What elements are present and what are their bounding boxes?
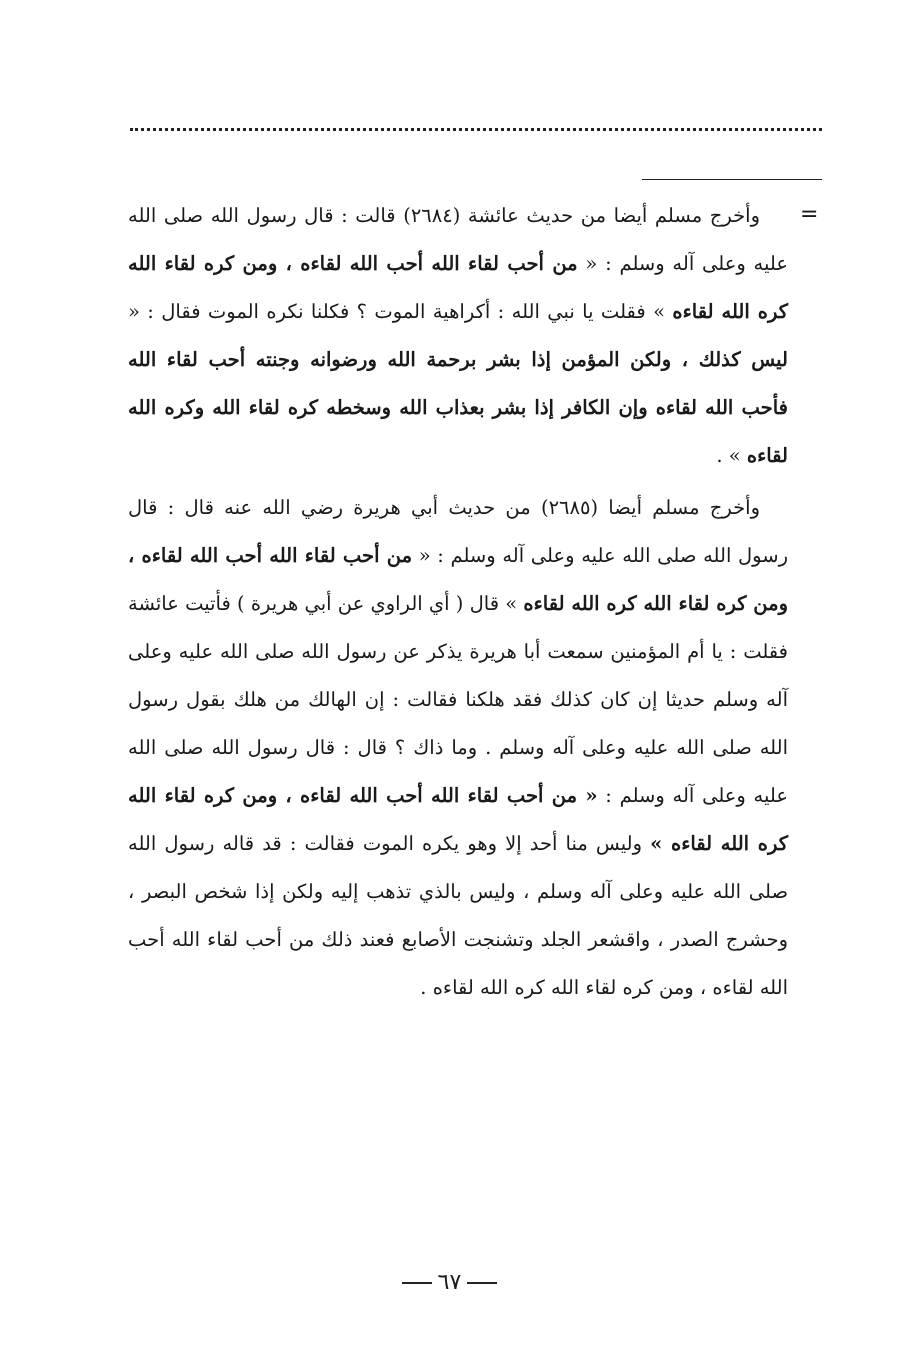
continuation-mark: = [800, 202, 819, 227]
page-number-value: ٦٧ [437, 1270, 462, 1295]
text-segment: » . [716, 444, 747, 467]
text-segment: وليس منا أحد إلا وهو يكره الموت فقالت : قد قاله رسول الله صلى الله عليه وعلى آله وسلم ، وليس بالذي تذهب إليه ولكن إذا شخص البصر ، وحشرج الصدر ، واقشعر الجلد وتشنجت الأصابع فعند ذلك من أحب لقاء الله أحب الله لقاءه ، ومن كره لقاء الله كره الله لقاءه . [128, 832, 788, 999]
footnote-rule [642, 179, 822, 180]
hadith-quote-bold: من أحب لقاء الله أحب الله لقاءه ، ومن كره لقاء الله كره الله لقاءه [128, 544, 789, 615]
hadith-quote-bold: « من أحب لقاء الله أحب الله لقاءه ، ومن كره لقاء الله كره الله لقاءه » [128, 784, 789, 855]
text-segment: » قال ( أي الراوي عن أبي هريرة ) فأتيت عائشة فقلت : يا أم المؤمنين سمعت أبا هريرة يذكر عن رسول الله صلى الله عليه وعلى آله وسلم حديثا إن كان كذلك فقد هلكنا فقالت : إن الهالك من هلك بقول رسول الله صلى الله عليه وعلى آله وسلم . وما ذاك ؟ قال : قال رسول الله صلى الله عليه وعلى آله وسلم : [128, 592, 788, 807]
paragraph-text [128, 484, 788, 1012]
dotted-separator [130, 128, 822, 131]
page-number [0, 1263, 899, 1303]
page-number-dash [402, 1282, 432, 1284]
text-segment: وأخرج مسلم أيضا من حديث عائشة (٢٦٨٤) قالت : قال رسول الله صلى الله عليه وعلى آله وسلم : « [128, 204, 788, 275]
text-segment: وأخرج مسلم أيضا (٢٦٨٥) من حديث أبي هريرة رضي الله عنه قال : قال رسول الله صلى الله عليه وعلى آله وسلم : « [128, 496, 789, 567]
footnote-paragraph-2 [128, 484, 788, 1012]
page-number-dash [467, 1282, 497, 1284]
footnote-paragraph-1 [128, 192, 788, 480]
text-segment: » فقلت يا نبي الله : أكراهية الموت ؟ فكلنا نكره الموت فقال : « [128, 300, 673, 323]
paragraph-text [128, 192, 788, 480]
hadith-quote-bold: من أحب لقاء الله أحب الله لقاءه ، ومن كره لقاء الله كره الله لقاءه [128, 252, 788, 323]
hadith-quote-bold: ليس كذلك ، ولكن المؤمن إذا بشر برحمة الله ورضوانه وجنته أحب لقاء الله فأحب الله لقاءه وإن الكافر إذا بشر بعذاب الله وسخطه كره لقاء الله وكره الله لقاءه [128, 348, 788, 467]
